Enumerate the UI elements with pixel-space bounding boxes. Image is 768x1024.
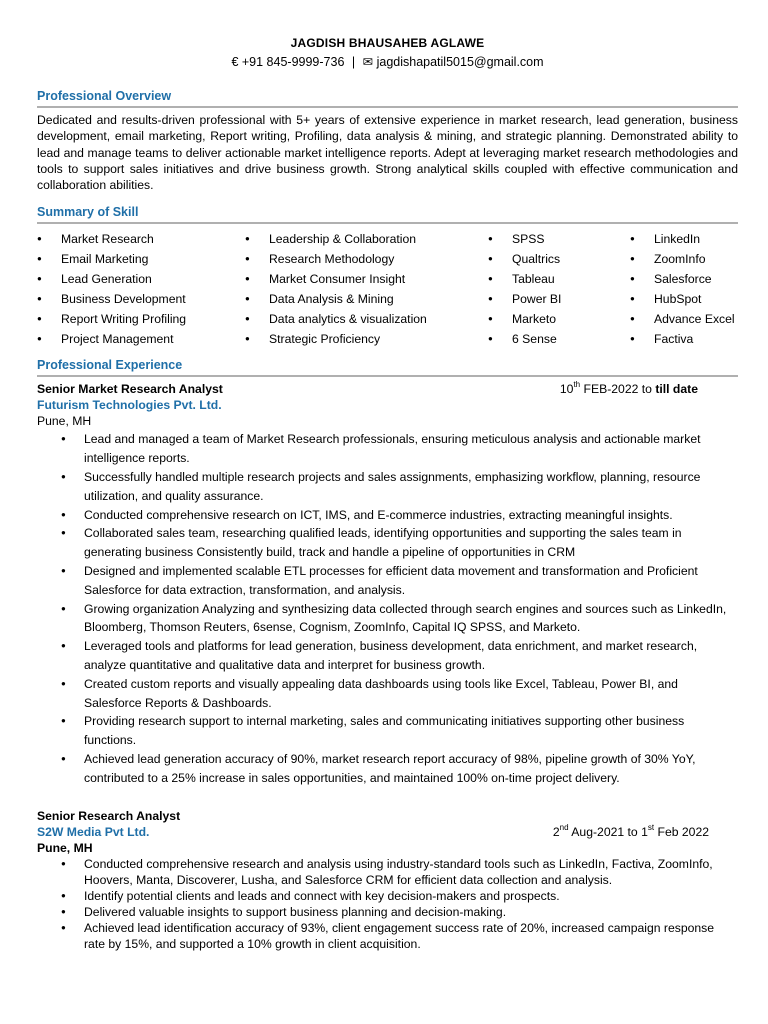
date-range: FEB-2022 to <box>580 382 656 397</box>
skill-item: ● 6 Sense <box>488 329 630 349</box>
skill-item: ● Market Consumer Insight <box>245 269 488 289</box>
skill-item: ● ZoomInfo <box>630 249 738 269</box>
skill-item: ● Project Management <box>37 329 245 349</box>
responsibility-item: ● Designed and implemented scalable ETL processes for efficient data movement and transformation and Proficient Salesforce for data extraction, transformation, and analysis. <box>84 562 738 600</box>
job-entry-1 <box>37 381 738 787</box>
skill-item: ● Marketo <box>488 309 630 329</box>
skill-item: ● Research Methodology <box>245 249 488 269</box>
skill-item: ● Email Marketing <box>37 249 245 269</box>
skill-item: ● SPSS <box>488 229 630 249</box>
job-dates <box>553 824 738 840</box>
job-entry-2 <box>37 808 738 952</box>
skill-item: ● LinkedIn <box>630 229 738 249</box>
date-range: Aug-2021 to 1 <box>568 824 648 839</box>
candidate-name: JAGDISH BHAUSAHEB AGLAWE <box>290 36 485 50</box>
skill-item: ● Leadership & Collaboration <box>245 229 488 249</box>
experience-heading: Professional Experience <box>37 358 183 373</box>
responsibility-item: ● Created custom reports and visually appealing data dashboards using tools like Excel, Tableau, Power BI, and Salesforce Reports & Dashboards. <box>84 675 738 713</box>
skill-item: ● Report Writing Profiling <box>37 309 245 329</box>
email-icon: ✉ <box>362 55 374 69</box>
skills-heading: Summary of Skill <box>37 205 139 220</box>
responsibility-item: ● Lead and managed a team of Market Research professionals, ensuring meticulous analysis and actionable market intelligence reports. <box>84 430 738 468</box>
skills-section <box>37 204 738 349</box>
overview-section <box>37 88 738 193</box>
skills-column-3 <box>488 229 630 349</box>
date-suffix: th <box>573 380 581 390</box>
job-title: Senior Market Research Analyst <box>37 382 223 397</box>
skills-column-4 <box>630 229 738 349</box>
skill-item: ● Advance Excel <box>630 309 738 329</box>
overview-text: Dedicated and results-driven professional with 5+ years of extensive experience in market research, lead generation, business development, email marketing, Report writing, Profiling, data analysis & mining, and strategic planning. Demonstrated ability to lead and manage teams to deliver actionable market intelligence reports. Adept at leveraging market research methodologies and tools to support sales initiatives and drive business growth. Strong analytical skills coupled with effective communication and collaboration abilities. <box>37 113 738 193</box>
company-name: S2W Media Pvt Ltd. <box>37 824 150 839</box>
responsibility-item: ● Achieved lead generation accuracy of 90%, market research report accuracy of 98%, pipeline growth of 30% YoY, contributed to a 25% increase in sales opportunities, and maintained 100% on-time project delivery. <box>84 750 738 788</box>
phone-number: +91 845-9999-736 <box>241 55 345 69</box>
experience-section <box>37 357 738 951</box>
overview-heading: Professional Overview <box>37 89 172 103</box>
skill-item: ● Business Development <box>37 289 245 309</box>
skill-item: ● Market Research <box>37 229 245 249</box>
date-start-suffix: nd <box>559 822 569 832</box>
experience-divider <box>37 375 738 377</box>
job-responsibilities <box>37 856 738 952</box>
skill-item: ● Factiva <box>630 329 738 349</box>
skill-item: ● Data Analysis & Mining <box>245 289 488 309</box>
responsibility-item: ● Delivered valuable insights to support business planning and decision-making. <box>84 904 738 920</box>
job-location: Pune, MH <box>37 840 93 855</box>
skill-item: ● Qualtrics <box>488 249 630 269</box>
responsibility-item: ● Successfully handled multiple research projects and sales assignments, emphasizing workflow, planning, resource utilization, and quality assurance. <box>84 468 738 506</box>
responsibility-item: ● Identify potential clients and leads and connect with key decision-makers and prospects. <box>84 888 738 904</box>
responsibility-item: ● Growing organization Analyzing and synthesizing data collected through search engines and sources such as LinkedIn, Bloomberg, Thomson Reuters, 6sense, Cognism, ZoomInfo, Capital IQ SPSS, and Marketo. <box>84 600 738 638</box>
resume-page <box>37 34 738 952</box>
skills-column-1 <box>37 229 245 349</box>
responsibility-item: ● Collaborated sales team, researching qualified leads, identifying opportunities and supporting the sales team in generating business Consistently build, track and handle a pipeline of opportunities in CRM <box>84 524 738 562</box>
job-title: Senior Research Analyst <box>37 808 181 823</box>
skill-item: ● Salesforce <box>630 269 738 289</box>
email-address[interactable]: jagdishapatil5015@gmail.com <box>376 55 544 69</box>
phone-icon: € <box>231 55 239 69</box>
contact-separator: | <box>351 55 356 69</box>
job-responsibilities <box>37 430 738 787</box>
responsibility-item: ● Achieved lead identification accuracy of 93%, client engagement success rate of 20%, increased campaign response rate by 15%, and supported a 10% growth in client acquisition. <box>84 920 738 952</box>
skill-item: ● Data analytics & visualization <box>245 309 488 329</box>
date-end: till date <box>655 382 698 397</box>
date-day: 10 <box>559 382 574 397</box>
responsibility-item: ● Providing research support to internal marketing, sales and communicating initiatives supporting other business functions. <box>84 712 738 750</box>
job-dates <box>560 381 738 397</box>
company-name: Futurism Technologies Pvt. Ltd. <box>37 398 222 413</box>
job-header <box>37 381 738 397</box>
contact-line <box>37 53 738 71</box>
date-start-day: 2 <box>552 824 560 839</box>
date-end: Feb 2022 <box>654 824 709 839</box>
responsibility-item: ● Conducted comprehensive research on ICT, IMS, and E-commerce industries, extracting meaningful insights. <box>84 506 738 525</box>
skill-item: ● Strategic Proficiency <box>245 329 488 349</box>
skills-column-2 <box>245 229 488 349</box>
skill-item: ● HubSpot <box>630 289 738 309</box>
skill-item: ● Tableau <box>488 269 630 289</box>
job-header <box>37 824 738 840</box>
responsibility-item: ● Leveraged tools and platforms for lead generation, business development, data enrichment, and market research, analyze quantitative and qualitative data and interpret for business growth. <box>84 637 738 675</box>
job-location: Pune, MH <box>37 414 92 429</box>
skill-item: ● Power BI <box>488 289 630 309</box>
skills-divider <box>37 222 738 224</box>
skill-item: ● Lead Generation <box>37 269 245 289</box>
overview-divider <box>37 106 738 108</box>
responsibility-item: ● Conducted comprehensive research and analysis using industry-standard tools such as LinkedIn, Factiva, ZoomInfo, Hoovers, Manta, Discoverer, Lusha, and Salesforce CRM for efficient data collection and analysis. <box>84 856 738 888</box>
skills-grid <box>37 229 738 349</box>
date-end-suffix: st <box>647 822 655 832</box>
